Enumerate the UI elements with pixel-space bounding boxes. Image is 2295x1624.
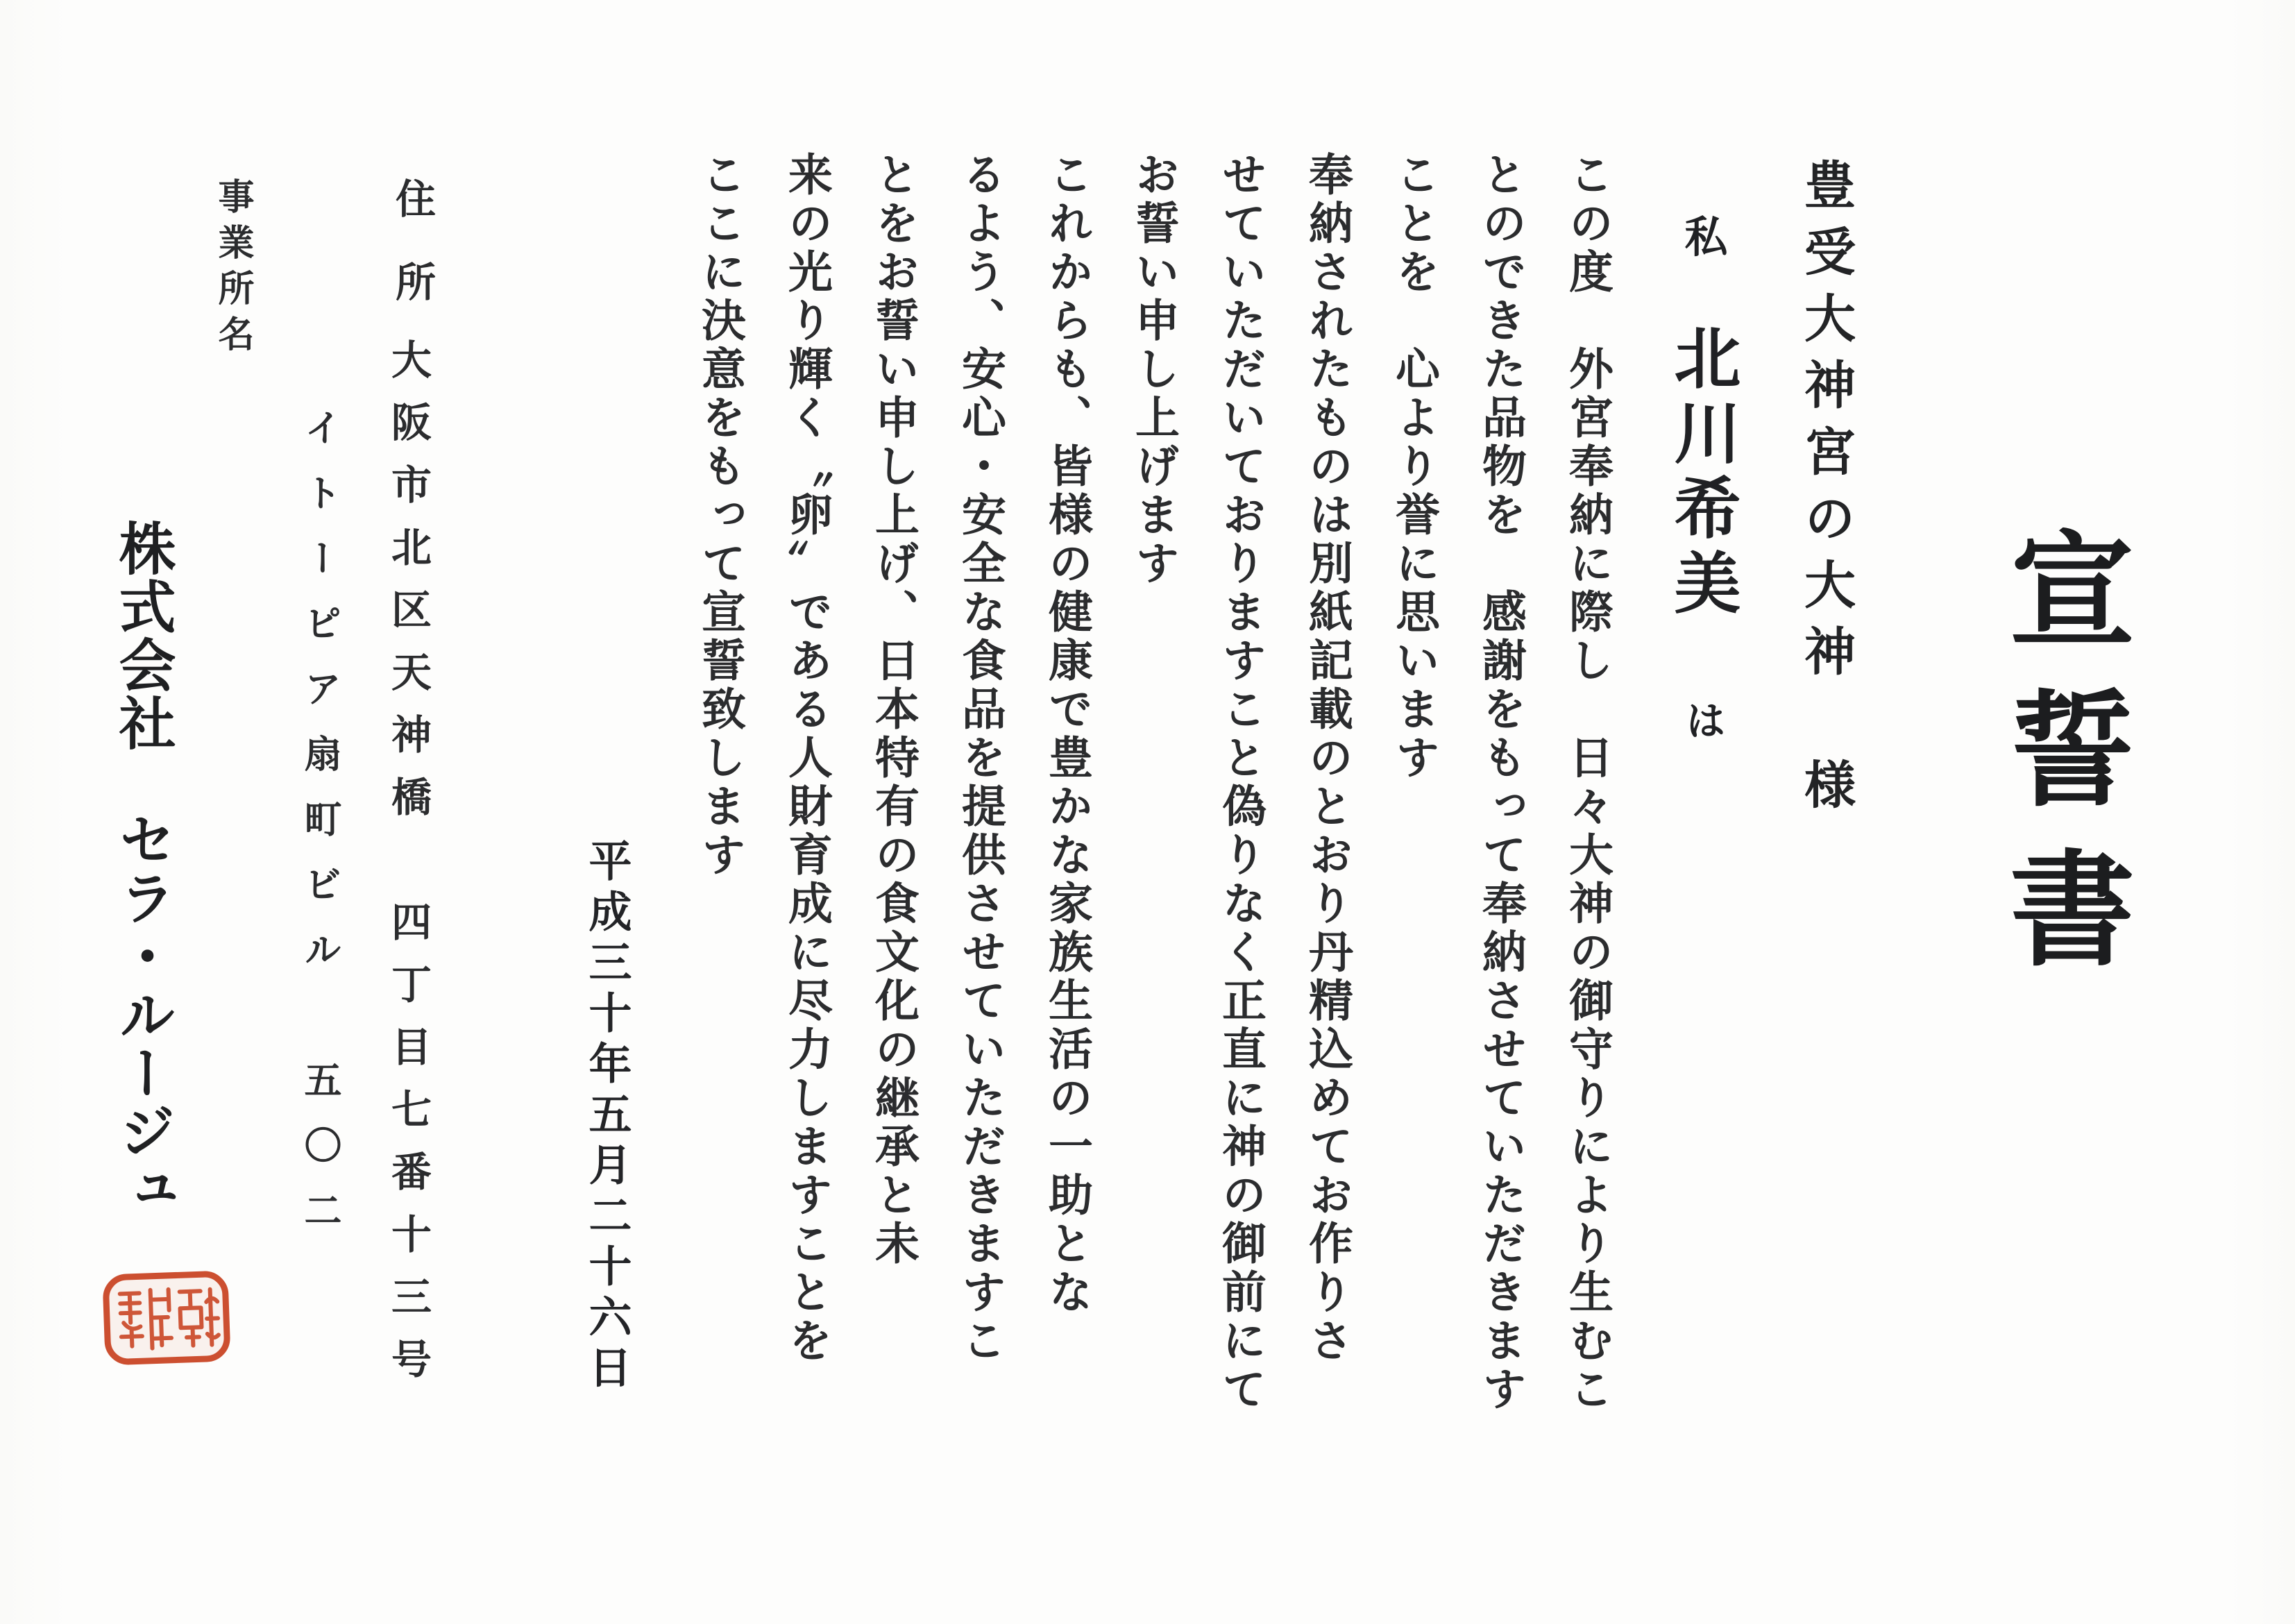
body-line-9: とをお誓い申し上げ、日本特有の食文化の継承と未	[867, 151, 920, 1269]
address-line-2: イトーピア扇町ビル 五〇二	[298, 408, 343, 1256]
declarant-particle-wa: は	[1679, 700, 1726, 741]
company-name-line: 株式会社 セラ・ルージュ	[110, 519, 176, 1219]
body-line-8: るよう、安心・安全な食品を提供させていただきますこ	[954, 151, 1006, 1366]
addressee-line: 豊受大神宮の大神 様	[1796, 158, 1856, 824]
body-line-2: とのできた品物を 感謝をもって奉納させていただきます	[1475, 151, 1527, 1414]
date-line: 平成三十年五月二十六日	[582, 838, 632, 1396]
body-line-10: 来の光り輝く〝卵〟である人財育成に尽力しますことを	[781, 151, 833, 1366]
declarant-name: 北川希美	[1663, 323, 1742, 624]
address-label: 住 所	[389, 178, 436, 303]
address-line-1: 大阪市北区天神橋 四丁目七番十三号	[384, 339, 432, 1401]
body-line-1: この度 外宮奉納に際し 日々大神の御守りにより生むこ	[1561, 151, 1614, 1414]
body-line-3: ことを 心より誉に思います	[1388, 151, 1440, 783]
body-line-11: ここに決意をもって宣誓致します	[694, 151, 746, 880]
body-line-7: これからも、皆様の健康で豊かな家族生活の一助とな	[1041, 151, 1093, 1317]
declarant-line	[1604, 154, 1801, 740]
oath-body-text	[675, 151, 1631, 1581]
body-line-5: せていただいておりますこと偽りなく正直に神の御前にて	[1214, 151, 1267, 1414]
document-title: 宣誓書	[1989, 525, 2135, 1004]
office-name-label: 事業所名	[212, 178, 254, 361]
body-line-6: お誓い申し上げます	[1128, 151, 1180, 589]
company-seal-stamp	[101, 1269, 232, 1367]
body-line-4: 奉納されたものは別紙記載のとおり丹精込めてお作りさ	[1301, 151, 1353, 1366]
declarant-particle-watashi: 私	[1677, 214, 1728, 257]
